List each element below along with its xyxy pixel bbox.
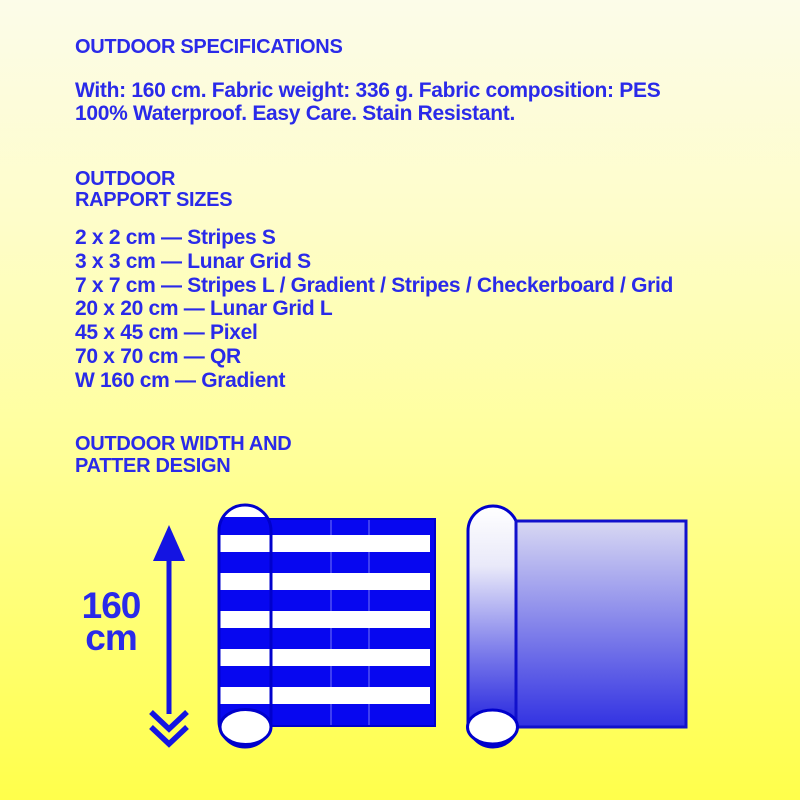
gradient-roll-end [468, 710, 518, 744]
specifications-body-line1: With: 160 cm. Fabric weight: 336 g. Fabric composition: PES [75, 79, 661, 102]
list-item: 70 x 70 cm — QR [75, 344, 241, 368]
specifications-heading: OUTDOOR SPECIFICATIONS [75, 36, 343, 58]
width-pattern-heading-line2: PATTER DESIGN [75, 455, 231, 477]
rapport-heading-line2: RAPPORT SIZES [75, 189, 233, 211]
dimension-value: 160 [81, 585, 141, 626]
striped-fabric-roll [219, 505, 435, 747]
list-item: 45 x 45 cm — Pixel [75, 321, 258, 345]
gradient-fabric-roll [468, 506, 687, 747]
gradient-sheet [516, 521, 686, 727]
list-item: 7 x 7 cm — Stripes L / Gradient / Stripes / Checkerboard / Grid [75, 273, 674, 297]
rapport-heading-line1: OUTDOOR [75, 168, 176, 190]
list-item: W 160 cm — Gradient [75, 368, 286, 392]
vertical-dimension-arrow-icon [151, 525, 187, 744]
width-pattern-heading-line1: OUTDOOR WIDTH AND [75, 433, 292, 455]
list-item: 3 x 3 cm — Lunar Grid S [75, 249, 311, 273]
list-item: 2 x 2 cm — Stripes S [75, 226, 276, 249]
specifications-body-line2: 100% Waterproof. Easy Care. Stain Resistant. [75, 102, 516, 125]
striped-roll-end [220, 710, 271, 745]
list-item: 20 x 20 cm — Lunar Grid L [75, 297, 333, 321]
dimension-unit: cm [85, 617, 137, 658]
